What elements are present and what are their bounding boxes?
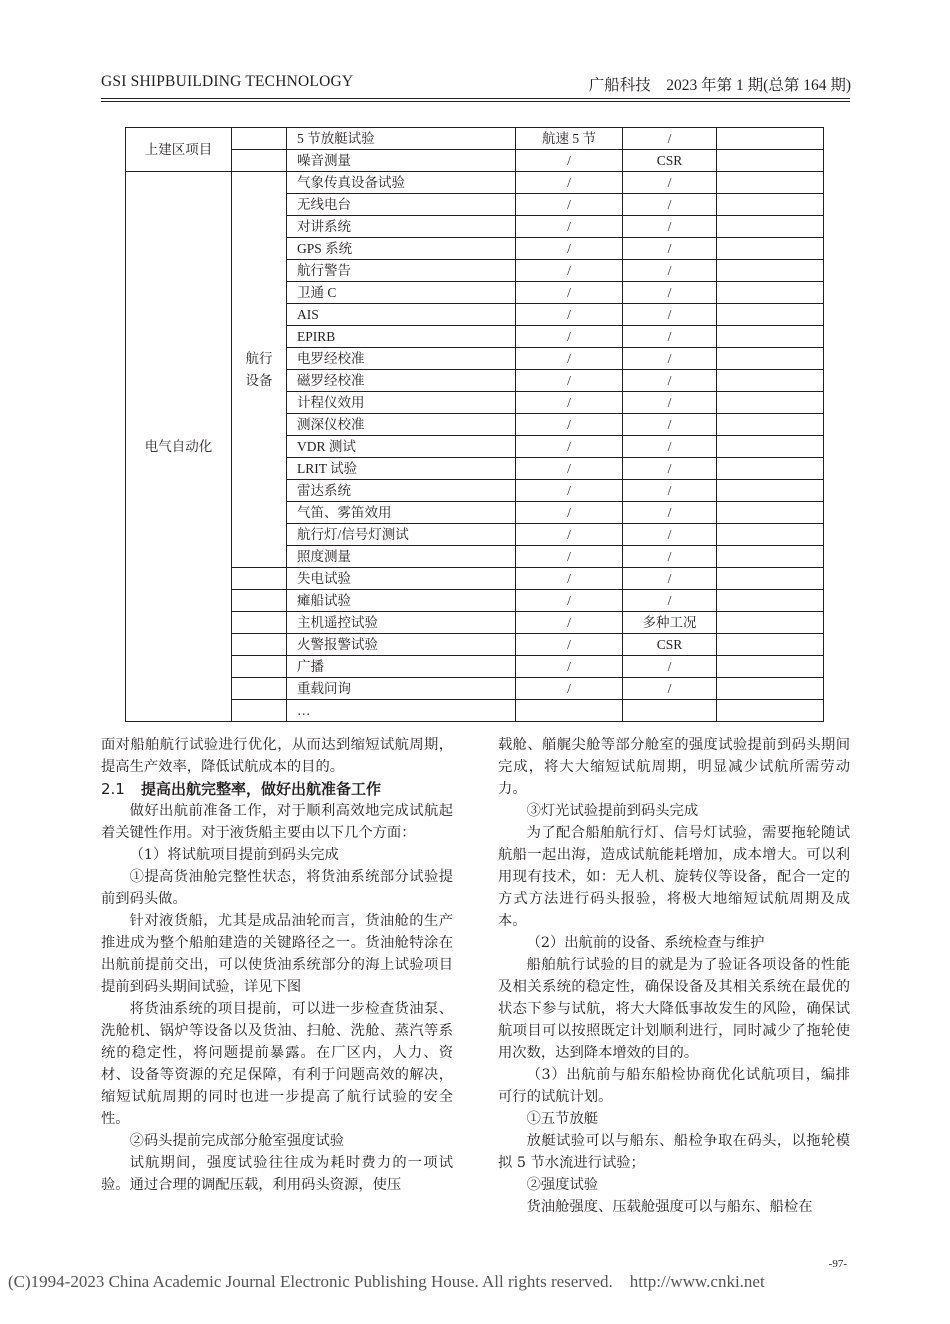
requirement-cell: 多种工况 bbox=[623, 612, 717, 634]
item-cell: 失电试验 bbox=[287, 568, 516, 590]
condition-cell: / bbox=[516, 436, 623, 458]
requirement-cell: / bbox=[623, 392, 717, 414]
remarks-cell bbox=[717, 194, 824, 216]
remarks-cell bbox=[717, 150, 824, 172]
requirement-cell: CSR bbox=[623, 634, 717, 656]
paragraph: （2）出航前的设备、系统检查与维护 bbox=[526, 935, 765, 951]
condition-cell: / bbox=[516, 326, 623, 348]
item-cell: AIS bbox=[287, 304, 516, 326]
condition-cell: / bbox=[516, 568, 623, 590]
remarks-cell bbox=[717, 238, 824, 260]
requirement-cell: / bbox=[623, 128, 717, 150]
item-cell: GPS 系统 bbox=[287, 238, 516, 260]
header-rule bbox=[101, 101, 850, 102]
condition-cell: / bbox=[516, 370, 623, 392]
item-cell: 主机遥控试验 bbox=[287, 612, 516, 634]
item-cell: 磁罗经校准 bbox=[287, 370, 516, 392]
remarks-cell bbox=[717, 414, 824, 436]
item-cell: LRIT 试验 bbox=[287, 458, 516, 480]
paragraph: 放艇试验可以与船东、船检争取在码头，以拖轮模拟 5 节水流进行试验； bbox=[498, 1133, 850, 1171]
paragraph: 货油舱强度、压载舱强度可以与船东、船检在 bbox=[526, 1199, 813, 1215]
paragraph: ③灯光试验提前到码头完成 bbox=[526, 803, 699, 819]
remarks-cell bbox=[717, 590, 824, 612]
paragraph: 将货油系统的项目提前，可以进一步检查货油泵、洗舱机、锅炉等设备以及货油、扫舱、洗舱、蒸汽等系统的稳定性，将问题提前暴露。在厂区内，人力、资材、设备等资源的充足保障，有利于问题高效的解决，缩短试航周期的同时也进一步提高了航行试验的安全性。 bbox=[101, 1001, 453, 1127]
condition-cell: / bbox=[516, 590, 623, 612]
page-number: -97- bbox=[828, 1258, 847, 1270]
item-cell: 噪音测量 bbox=[287, 150, 516, 172]
paragraph: ①提高货油舱完整性状态，将货油系统部分试验提前到码头做。 bbox=[101, 869, 453, 907]
requirement-cell: / bbox=[623, 546, 717, 568]
requirement-cell: / bbox=[623, 348, 717, 370]
paragraph: 试航期间，强度试验往往成为耗时费力的一项试验。通过合理的调配压载，利用码头资源，使压 bbox=[101, 1155, 453, 1193]
condition-cell: / bbox=[516, 172, 623, 194]
remarks-cell bbox=[717, 282, 824, 304]
condition-cell: / bbox=[516, 392, 623, 414]
condition-cell: / bbox=[516, 546, 623, 568]
table-row bbox=[126, 128, 824, 150]
journal-name-en: GSI SHIPBUILDING TECHNOLOGY bbox=[101, 73, 354, 90]
right-column bbox=[498, 734, 850, 1218]
section-heading bbox=[101, 778, 453, 800]
condition-cell: / bbox=[516, 348, 623, 370]
item-cell: 5 节放艇试验 bbox=[287, 128, 516, 150]
item-cell: 航行灯/信号灯测试 bbox=[287, 524, 516, 546]
condition-cell: / bbox=[516, 260, 623, 282]
category-cell: 上建区项目 bbox=[126, 128, 232, 172]
empty-cell bbox=[232, 656, 287, 678]
paragraph: ②码头提前完成部分舱室强度试验 bbox=[129, 1133, 345, 1149]
item-cell: 测深仪校准 bbox=[287, 414, 516, 436]
header-rule bbox=[101, 98, 850, 99]
requirement-cell: / bbox=[623, 590, 717, 612]
requirement-cell: / bbox=[623, 480, 717, 502]
sea-trial-items-table bbox=[125, 127, 824, 722]
condition-cell: / bbox=[516, 238, 623, 260]
section-number: 2.1 bbox=[101, 780, 125, 798]
item-cell: 卫通 C bbox=[287, 282, 516, 304]
requirement-cell: / bbox=[623, 326, 717, 348]
paragraph: 面对船舶航行试验进行优化，从而达到缩短试航周期，提高生产效率，降低试航成本的目的。 bbox=[101, 737, 453, 775]
paragraph: 针对液货船，尤其是成品油轮而言，货油舱的生产推进成为整个船舶建造的关键路径之一。货油舱特涂在出航前提前交出，可以使货油系统部分的海上试验项目提前到码头期间试验，详见下图 bbox=[101, 913, 453, 995]
requirement-cell: / bbox=[623, 502, 717, 524]
condition-cell: / bbox=[516, 634, 623, 656]
remarks-cell bbox=[717, 348, 824, 370]
table-row bbox=[126, 172, 824, 194]
item-cell: 电罗经校准 bbox=[287, 348, 516, 370]
item-cell: 航行警告 bbox=[287, 260, 516, 282]
requirement-cell: / bbox=[623, 458, 717, 480]
paragraph: 为了配合船舶航行灯、信号灯试验，需要拖轮随试航船一起出海，造成试航能耗增加，成本增大。可以利用现有技术，如：无人机、旋转仪等设备，配合一定的方式方法进行码头报验，将极大地缩短试航周期及成本。 bbox=[498, 825, 850, 929]
remarks-cell bbox=[717, 612, 824, 634]
remarks-cell bbox=[717, 370, 824, 392]
requirement-cell: / bbox=[623, 172, 717, 194]
remarks-cell bbox=[717, 172, 824, 194]
item-cell: 广播 bbox=[287, 656, 516, 678]
condition-cell: / bbox=[516, 524, 623, 546]
remarks-cell bbox=[717, 700, 824, 722]
paragraph: （3）出航前与船东船检协商优化试航项目，编排可行的试航计划。 bbox=[498, 1067, 850, 1105]
paragraph: 载舱、艏艉尖舱等部分舱室的强度试验提前到码头期间完成，将大大缩短试航周期，明显减少试航所需劳动力。 bbox=[498, 737, 850, 797]
journal-issue: 广船科技 2023 年第 1 期(总第 164 期) bbox=[588, 77, 851, 94]
empty-cell bbox=[232, 568, 287, 590]
empty-cell bbox=[232, 150, 287, 172]
paragraph: 船舶航行试验的目的就是为了验证各项设备的性能及相关系统的稳定性，确保设备及其相关系统在最优的状态下参与试航，将大大降低事故发生的风险，确保试航项目可以按照既定计划顺利进行，同时减少了拖轮使用次数，达到降本增效的目的。 bbox=[498, 957, 850, 1061]
condition-cell: / bbox=[516, 458, 623, 480]
item-cell: 无线电台 bbox=[287, 194, 516, 216]
copyright-footer: (C)1994-2023 China Academic Journal Electronic Publishing House. All rights reserved. http://www.cnki.net bbox=[8, 1272, 765, 1291]
requirement-cell: / bbox=[623, 260, 717, 282]
remarks-cell bbox=[717, 546, 824, 568]
item-cell: EPIRB bbox=[287, 326, 516, 348]
condition-cell: / bbox=[516, 502, 623, 524]
condition-cell: / bbox=[516, 194, 623, 216]
remarks-cell bbox=[717, 458, 824, 480]
paragraph: ②强度试验 bbox=[526, 1177, 599, 1193]
requirement-cell: / bbox=[623, 678, 717, 700]
paragraph: ①五节放艇 bbox=[526, 1111, 599, 1127]
remarks-cell bbox=[717, 568, 824, 590]
item-cell: 照度测量 bbox=[287, 546, 516, 568]
condition-cell: / bbox=[516, 480, 623, 502]
condition-cell: / bbox=[516, 612, 623, 634]
item-cell: 对讲系统 bbox=[287, 216, 516, 238]
requirement-cell: CSR bbox=[623, 150, 717, 172]
remarks-cell bbox=[717, 326, 824, 348]
requirement-cell: / bbox=[623, 238, 717, 260]
remarks-cell bbox=[717, 392, 824, 414]
remarks-cell bbox=[717, 260, 824, 282]
item-cell: 计程仪效用 bbox=[287, 392, 516, 414]
item-cell: VDR 测试 bbox=[287, 436, 516, 458]
condition-cell bbox=[516, 700, 623, 722]
remarks-cell bbox=[717, 524, 824, 546]
remarks-cell bbox=[717, 502, 824, 524]
empty-cell bbox=[232, 678, 287, 700]
item-cell: 气象传真设备试验 bbox=[287, 172, 516, 194]
requirement-cell: / bbox=[623, 414, 717, 436]
requirement-cell: / bbox=[623, 216, 717, 238]
empty-cell bbox=[232, 700, 287, 722]
remarks-cell bbox=[717, 436, 824, 458]
item-cell: 火警报警试验 bbox=[287, 634, 516, 656]
requirement-cell: / bbox=[623, 304, 717, 326]
remarks-cell bbox=[717, 480, 824, 502]
remarks-cell bbox=[717, 656, 824, 678]
item-cell: 瘫船试验 bbox=[287, 590, 516, 612]
condition-cell: / bbox=[516, 216, 623, 238]
section-title: 提高出航完整率，做好出航准备工作 bbox=[141, 780, 382, 798]
condition-cell: / bbox=[516, 678, 623, 700]
requirement-cell: / bbox=[623, 194, 717, 216]
requirement-cell: / bbox=[623, 656, 717, 678]
requirement-cell: / bbox=[623, 370, 717, 392]
requirement-cell: / bbox=[623, 436, 717, 458]
condition-cell: / bbox=[516, 150, 623, 172]
remarks-cell bbox=[717, 216, 824, 238]
requirement-cell bbox=[623, 700, 717, 722]
empty-cell bbox=[232, 128, 287, 150]
condition-cell: 航速 5 节 bbox=[516, 128, 623, 150]
remarks-cell bbox=[717, 678, 824, 700]
item-cell: 气笛、雾笛效用 bbox=[287, 502, 516, 524]
remarks-cell bbox=[717, 304, 824, 326]
paragraph: 做好出航前准备工作，对于顺利高效地完成试航起着关键性作用。对于液货船主要由以下几个方面： bbox=[101, 803, 453, 841]
remarks-cell bbox=[717, 634, 824, 656]
empty-cell bbox=[232, 590, 287, 612]
empty-cell bbox=[232, 612, 287, 634]
empty-cell bbox=[232, 634, 287, 656]
item-cell: 雷达系统 bbox=[287, 480, 516, 502]
condition-cell: / bbox=[516, 414, 623, 436]
item-cell: 重载问询 bbox=[287, 678, 516, 700]
condition-cell: / bbox=[516, 304, 623, 326]
remarks-cell bbox=[717, 128, 824, 150]
paragraph: （1）将试航项目提前到码头完成 bbox=[129, 847, 339, 863]
left-column bbox=[101, 734, 453, 1196]
category-cell: 电气自动化 bbox=[126, 172, 232, 722]
subcategory-cell: 航行 设备 bbox=[232, 172, 287, 568]
requirement-cell: / bbox=[623, 568, 717, 590]
requirement-cell: / bbox=[623, 282, 717, 304]
requirement-cell: / bbox=[623, 524, 717, 546]
condition-cell: / bbox=[516, 282, 623, 304]
item-cell: … bbox=[287, 700, 516, 722]
condition-cell: / bbox=[516, 656, 623, 678]
